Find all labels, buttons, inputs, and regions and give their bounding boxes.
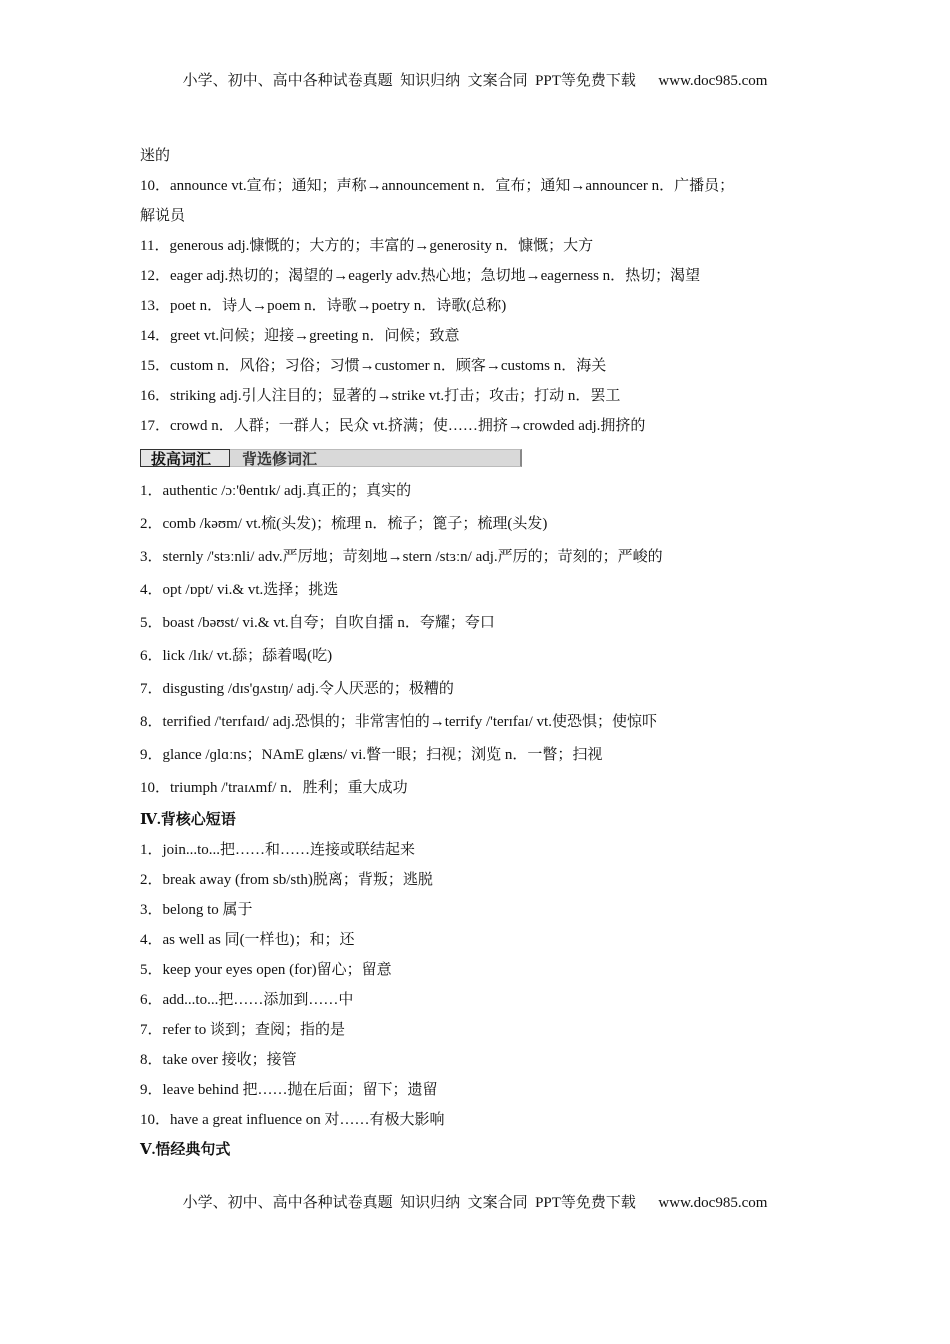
advanced-vocab-item: 3．sternly /'stɜːnli/ adv.严厉地；苛刻地→stern /stɜːn/ adj.严厉的；苛刻的；严峻的 xyxy=(140,549,663,565)
advanced-vocab-item: 2．comb /kəʊm/ vt.梳(头发)；梳理 n．梳子；篦子；梳理(头发) xyxy=(140,516,548,532)
advanced-vocab-item: 7．disgusting /dɪs'ɡʌstɪŋ/ adj.令人厌恶的；极糟的 xyxy=(140,681,454,697)
phrases-heading: Ⅳ.背核心短语 xyxy=(140,812,236,828)
page-footer: 小学、初中、高中各种试卷真题 知识归纳 文案合同 PPT等免费下载 www.doc985.com xyxy=(182,1195,768,1211)
sentences-heading: Ⅴ.悟经典句式 xyxy=(140,1142,231,1158)
banner-right-label: 背选修词汇 xyxy=(230,449,522,467)
advanced-vocab-item: 8．terrified /'terɪfaɪd/ adj.恐惧的；非常害怕的→terrify /'terɪfaɪ/ vt.使恐惧；使惊吓 xyxy=(140,714,657,730)
page-content xyxy=(140,141,810,1165)
phrase-item: 5．keep your eyes open (for)留心；留意 xyxy=(140,962,392,978)
phrase-item: 10．have a great influence on 对……有极大影响 xyxy=(140,1112,445,1128)
vocab-item: 16．striking adj.引人注目的；显著的→strike vt.打击；攻击；打动 n．罢工 xyxy=(140,388,621,404)
vocab-item: 13．poet n．诗人→poem n．诗歌→poetry n．诗歌(总称) xyxy=(140,298,507,314)
vocab-list xyxy=(140,141,810,441)
phrase-item: 6．add...to...把……添加到……中 xyxy=(140,992,354,1008)
vocab-item: 15．custom n．风俗；习俗；习惯→customer n．顾客→customs n．海关 xyxy=(140,358,607,374)
section-banner xyxy=(140,447,522,469)
phrase-item: 2．break away (from sb/sth)脱离；背叛；逃脱 xyxy=(140,872,433,888)
vocab-item: 解说员 xyxy=(140,208,186,224)
advanced-vocab-item: 4．opt /ɒpt/ vi.& vt.选择；挑选 xyxy=(140,582,339,598)
phrase-item: 4．as well as 同(一样也)；和；还 xyxy=(140,932,355,948)
advanced-vocab-item: 10．triumph /'traɪʌmf/ n．胜利；重大成功 xyxy=(140,780,408,796)
phrase-item: 7．refer to 谈到；查阅；指的是 xyxy=(140,1022,345,1038)
advanced-vocab-item: 6．lick /lɪk/ vt.舔；舔着喝(吃) xyxy=(140,648,333,664)
banner-left-label: 拔高词汇 xyxy=(140,449,230,467)
page-header: 小学、初中、高中各种试卷真题 知识归纳 文案合同 PPT等免费下载 www.doc985.com xyxy=(182,73,768,89)
advanced-vocab-item: 9．glance /ɡlɑːns；NAmE ɡlæns/ vi.瞥一眼；扫视；浏览 n．一瞥；扫视 xyxy=(140,747,603,763)
phrase-item: 8．take over 接收；接管 xyxy=(140,1052,297,1068)
phrase-list xyxy=(140,835,810,1135)
advanced-vocab-list xyxy=(140,475,810,805)
vocab-item: 17．crowd n．人群；一群人；民众 vt.挤满；使……拥挤→crowded adj.拥挤的 xyxy=(140,418,646,434)
phrase-item: 3．belong to 属于 xyxy=(140,902,253,918)
phrase-item: 1．join...to...把……和……连接或联结起来 xyxy=(140,842,416,858)
advanced-vocab-item: 1．authentic /ɔː'θentɪk/ adj.真正的；真实的 xyxy=(140,483,412,499)
vocab-item: 迷的 xyxy=(140,148,171,164)
vocab-item: 14．greet vt.问候；迎接→greeting n．问候；致意 xyxy=(140,328,460,344)
phrase-item: 9．leave behind 把……抛在后面；留下；遗留 xyxy=(140,1082,438,1098)
vocab-item: 11．generous adj.慷慨的；大方的；丰富的→generosity n．慷慨；大方 xyxy=(140,238,594,254)
vocab-item: 12．eager adj.热切的；渴望的→eagerly adv.热心地；急切地→eagerness n．热切；渴望 xyxy=(140,268,701,284)
vocab-item: 10．announce vt.宣布；通知；声称→announcement n．宣布；通知→announcer n．广播员； xyxy=(140,178,735,194)
advanced-vocab-item: 5．boast /bəʊst/ vi.& vt.自夸；自吹自擂 n．夸耀；夸口 xyxy=(140,615,495,631)
